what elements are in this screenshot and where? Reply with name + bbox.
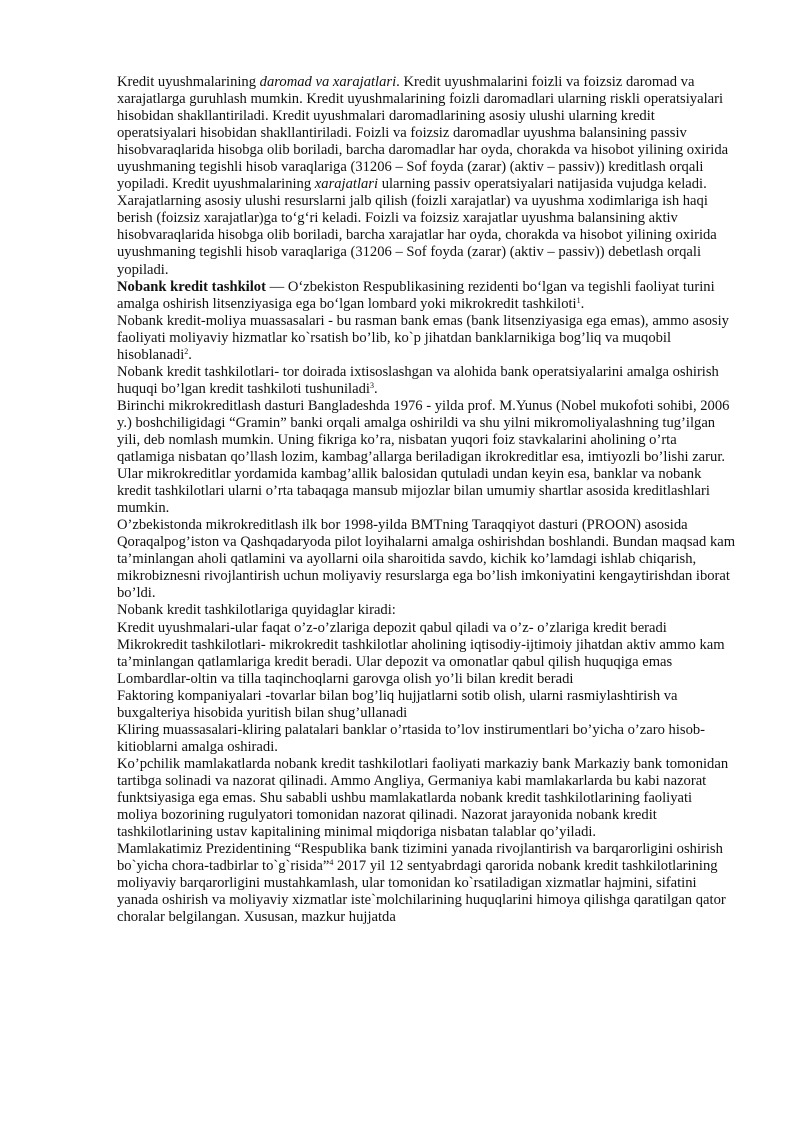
text-run: Lombardlar-oltin va tilla taqinchoqlarni garovga olish yo’li bilan kredit beradi (117, 670, 574, 687)
text-run: . Kredit uyushmalarini foizli va foizsiz daromad va xarajatlarga guruhlash mumkin. Kredit uyushmalarining foizli daromadlari ularning riskli operatsiyalari hisobidan shakllantiriladi. Kredit uyushmalari daromadlarining asosiy ulushi ularning kredit operatsiyalari hisobidan shakllantiriladi. Foizli va foizsiz daromadlar uyushma balansining passiv hisobvaraqlarida hisobga olib boriladi, barcha daromadlar har oyda, chorakda va hisobot yilining oxirida uyushmaning tegishli hisob varaqlariga (31206 – Sof foyda (zarar) (aktiv – passiv)) kreditlash orqali yopiladi. Kredit uyushmalarining (117, 74, 729, 193)
text-run: . (580, 295, 585, 312)
text-run: Nobank kredit tashkilotlari- tor doirada ixtisoslashgan va alohida bank operatsiyalarini amalga oshirish huquqi bo’lgan kredit tashkiloti tushuniladi (117, 363, 719, 397)
paragraph (117, 602, 736, 619)
paragraph (117, 637, 736, 671)
paragraph (117, 74, 736, 279)
text-run: Ko’pchilik mamlakatlarda nobank kredit tashkilotlari faoliyati markaziy bank Markaziy bank tomonidan tartibga solinadi va nazorat qilinadi. Ammo Angliya, Germaniya kabi mamlakarlarda bu kabi nazorat funktsiyasiga ega emas. Shu sababli ushbu mamlakatlarda nobank kredit tashkilotlarining faoliyati moliya bozorining rugulyatori tomonidan nazorat qilinadi. Nazorat jarayonida nobank kredit tashkilotlarining ustav kapitalining minimal miqdoriga nisbatan talablar qo’yiladi. (117, 755, 729, 841)
paragraph (117, 671, 736, 688)
paragraph (117, 517, 736, 602)
text-run: . (373, 380, 378, 397)
paragraph (117, 841, 736, 926)
paragraph (117, 756, 736, 841)
paragraph (117, 722, 736, 756)
text-run: Kliring muassasalari-kliring palatalari banklar o’rtasida to’lov instirumentlari bo’yicha o’zaro hisob-kitioblarni amalga oshiradi. (117, 721, 706, 755)
text-run: — O‘zbekiston Respublikasining rezidenti bo‘lgan va tegishli faoliyat turini amalga oshirish litsenziyasiga ega bo‘lgan lombard yoki mikrokredit tashkiloti (117, 278, 715, 312)
paragraph (117, 688, 736, 722)
text-run: Mamlakatimiz Prezidentining “Respublika bank tizimini yanada rivojlantirish va barqarorligini oshirish bo`yicha chora-tadbirlar to`g`risida” (117, 841, 723, 875)
italic-term: daromad va xarajatlari (259, 74, 397, 90)
footnote-ref: 1 (576, 295, 581, 305)
text-run: Nobank kredit tashkilotlariga quyidaglar kiradi: (117, 602, 396, 619)
text-run: O’zbekistonda mikrokreditlash ilk bor 1998-yilda BMTning Taraqqiyot dasturi (PROON) asosida Qoraqalpog’iston va Qashqadaryoda pilot loyihalarni amalga oshirishdan boshlandi. Bundan maqsad kam ta’minlangan aholi qatlamini va ayollarni oila sharoitida savdo, kichik ko’lamdagi ishlab chiqarish, mikrobiznesni rivojlantirish uchun moliyaviy resurslarga ega bo’lish imkoniyatini kengaytirishdan iborat bo’ldi. (117, 517, 736, 602)
text-run: Kredit uyushmalarining (117, 74, 260, 90)
paragraph (117, 620, 736, 637)
body-text (117, 74, 736, 926)
text-run: Kredit uyushmalari-ular faqat o’z-o’zlariga depozit qabul qiladi va o’z- o’zlariga kredit beradi (117, 619, 667, 636)
bold-term: Nobank kredit tashkilot (117, 278, 266, 295)
text-run: Nobank kredit-moliya muassasalari - bu rasman bank emas (bank litsenziyasiga ega emas), ammo asosiy faoliyati moliyaviy hizmatlar ko`rsatish bo’lib, ko`p jihatdan banklarnikiga bog’liq va muqobil hisoblanadi (117, 312, 729, 363)
paragraph (117, 364, 736, 398)
text-run: Mikrokredit tashkilotlari- mikrokredit tashkilotlar aholining iqtisodiy-ijtimoiy jihatdan aktiv ammo kam ta’minlangan qatlamlariga kredit beradi. Ular depozit va omonatlar qabul qilish huquqiga emas (117, 636, 725, 670)
footnote-ref: 3 (369, 380, 374, 390)
text-run: . (188, 346, 192, 363)
footnote-ref: 4 (329, 858, 334, 868)
paragraph (117, 279, 736, 313)
text-run: Faktoring kompaniyalari -tovarlar bilan bog’liq hujjatlarni sotib olish, ularni rasmiylashtirish va buxgalteriya hisobida yuritish bilan shug’ullanadi (117, 687, 678, 721)
footnote-ref: 2 (184, 346, 189, 356)
text-run: Birinchi mikrokreditlash dasturi Bangladeshda 1976 - yilda prof. M.Yunus (Nobel mukofoti sohibi, 2006 y.) boshchiligidagi “Gramin” banki orqali amalga oshirildi va shu yilni mikromoliyalashning tug’ilgan yili, deb nomlash mumkin. Uning fikriga ko’ra, nisbatan yuqori foiz stavkalarini aholining o’rta qatlamiga nisbatan qo’llash lozim, kambag’allarga beriladigan ikrokreditlar esa, imtiyozli bo’lishi zarur. Ular mikrokreditlar yordamida kambag’allik balosidan qutuladi undan keyin esa, banklar va nobank kredit tashkilotlari ularni o’rta tabaqaga mansub mijozlar bilan umumiy shartlar asosida kreditlashlari mumkin. (117, 397, 730, 517)
text-run: ularning passiv operatsiyalari natijasida vujudga keladi. Xarajatlarning asosiy ulushi resurslarni jalb qilish (foizli xarajatlar) va uyushma xodimlariga ish haqi berish (foizsiz xarajatlar)ga to‘g‘ri keladi. Foizli va foizsiz xarajatlar uyushma balansining aktiv hisobvaraqlarida hisobga olib boriladi, barcha xarajatlar har oyda, chorakda va hisobot yilining oxirida uyushmaning tegishli hisob varaqlariga (31206 – Sof foyda (zarar) (aktiv – passiv)) debetlash orqali yopiladi. (117, 176, 717, 278)
italic-term: xarajatlari (314, 176, 379, 193)
paragraph (117, 313, 736, 364)
text-run: 2017 yil 12 sentyabrdagi qarorida nobank kredit tashkilotlarining moliyaviy barqarorligini mustahkamlash, ular tomonidan ko`rsatiladigan xizmatlar hajmini, sifatini yanada oshirish va moliyaviy xizmatlar iste`molchilarining huquqlarini himoya qilishga qaratilgan qator choralar belgilangan. Xususan, mazkur hujjatda (117, 858, 726, 926)
paragraph (117, 398, 736, 517)
